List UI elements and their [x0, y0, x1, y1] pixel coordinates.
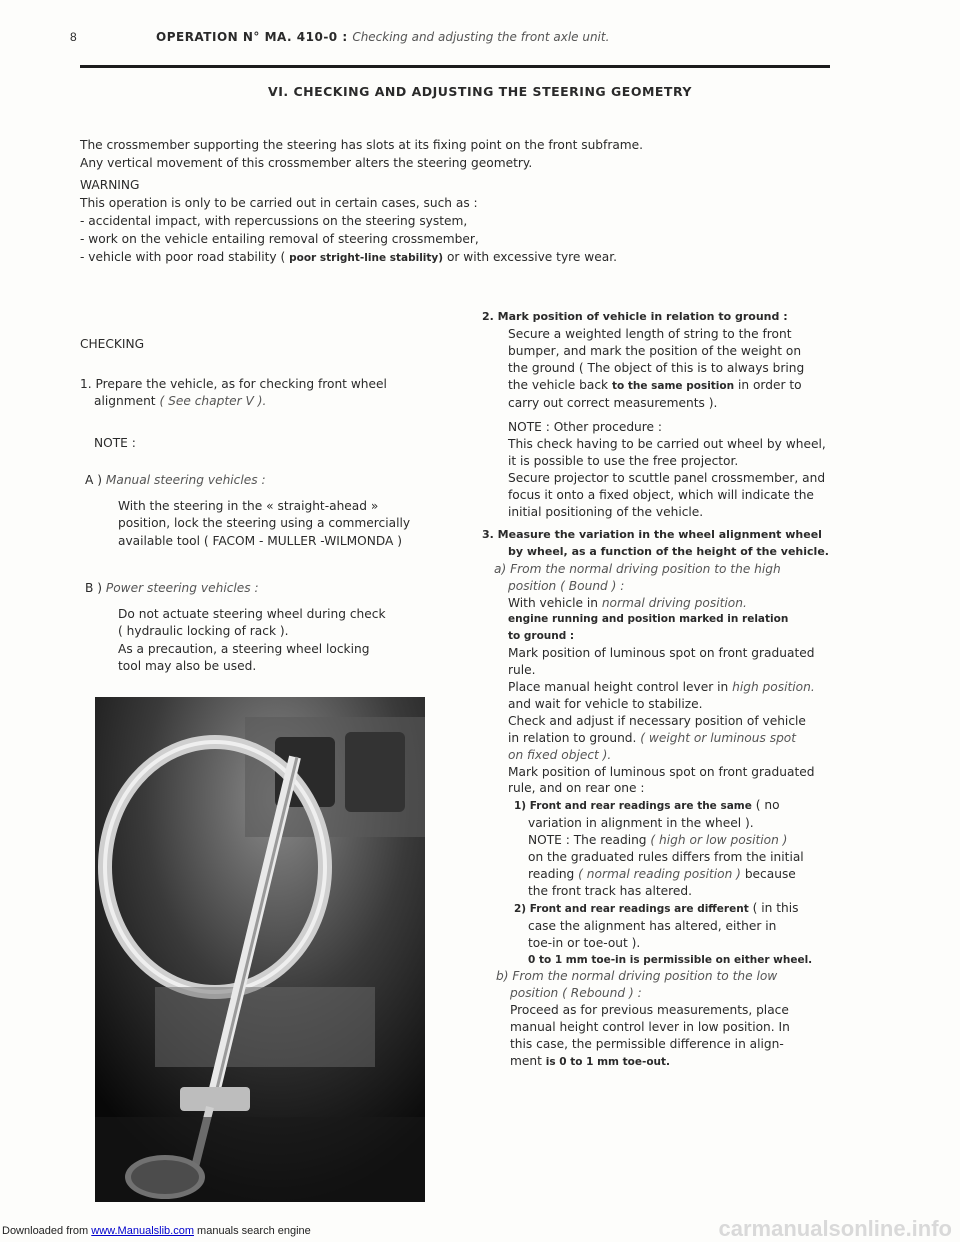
- section-title: VI. CHECKING AND ADJUSTING THE STEERING GEOMETRY: [268, 84, 692, 99]
- steering-lock-photo: [95, 697, 425, 1202]
- intro-line: Any vertical movement of this crossmember alters the steering geometry.: [80, 156, 533, 170]
- intro-line: - accidental impact, with repercussions on the steering system,: [80, 214, 468, 228]
- manualslib-link[interactable]: www.Manualslib.com: [91, 1225, 194, 1237]
- step-1: 1. Prepare the vehicle, as for checking front wheel: [80, 376, 387, 391]
- note-label: NOTE :: [94, 435, 136, 450]
- steering-lock-illustration: [95, 697, 425, 1202]
- page-number: 8: [70, 30, 77, 44]
- watermark: carmanualsonline.info: [718, 1216, 952, 1241]
- note-a-text: With the steering in the « straight-ahead » position, lock the steering using a commercially available tool ( FACOM - MULLER -WILMONDA ): [118, 498, 411, 548]
- operation-code: OPERATION N° MA. 410-0 :: [156, 30, 348, 44]
- warning-label: WARNING: [80, 178, 140, 192]
- step-2-text: Secure a weighted length of string to the front bumper, and mark the position of the weight on the ground ( The object of this is to always bring the vehicle back to the same position in order to carry out correct measurements ). NOTE : Other procedure : This check having to be carried out wheel by wheel, it is possible to use the free projector. Secure projector to scuttle panel crossmember, and focus it onto a fixed object, which will indicate the initial positioning of the vehicle.: [508, 326, 826, 519]
- download-footer: [0, 1216, 960, 1242]
- note-b: B ) Power steering vehicles :: [85, 581, 259, 595]
- substep-b: b) From the normal driving position to the low position ( Rebound ) : Proceed as for previous measurements, place manual height control lever in low position. In this case, the permissible difference in align- ment is 0 to 1 mm toe-out.: [496, 969, 790, 1068]
- intro-line: The crossmember supporting the steering has slots at its fixing point on the front subframe.: [80, 138, 644, 152]
- intro-line: - work on the vehicle entailing removal of steering crossmember,: [80, 232, 479, 246]
- header-rule: [80, 65, 830, 68]
- checking-heading: CHECKING: [80, 337, 145, 351]
- substep-a: a) From the normal driving position to the high position ( Bound ) : With vehicle in normal driving position. engine running and position marked in relation to ground : Mark position of luminous spot on front graduated rule. Place manual height control lever in high position. and wait for vehicle to stabilize. Check and adjust if necessary position of vehicle in relation to ground. ( weight or luminous spot on fixed object ). Mark position of luminous spot on front graduated rule, and on rear one : 1) Front and rear readings are the same ( no variation in alignment in the wheel ). NOTE : The reading ( high or low position ) on the graduated rules differs from the initial reading ( normal reading position ) because the front track has altered. 2) Front and rear readings are different ( in this case the alignment has altered, either in toe-in or toe-out ). 0 to 1 mm toe-in is permissible on either wheel.: [494, 561, 815, 966]
- procedure-section: [482, 309, 862, 1071]
- note-b-text: Do not actuate steering wheel during check ( hydraulic locking of rack ). As a precaution, a steering wheel locking tool may also be used.: [118, 606, 386, 673]
- footer-source: Downloaded from www.Manualslib.com manuals search engine: [2, 1225, 311, 1237]
- operation-title: [156, 30, 609, 44]
- operation-subtitle: Checking and adjusting the front axle unit.: [352, 30, 610, 44]
- note-a: A ) Manual steering vehicles :: [85, 473, 266, 487]
- intro-line: - vehicle with poor road stability ( poor stright-line stability) or with excessive tyre wear.: [80, 250, 617, 264]
- intro-line: This operation is only to be carried out in certain cases, such as :: [80, 196, 478, 210]
- checking-section: [80, 336, 460, 676]
- step-3-heading: 3. Measure the variation in the wheel alignment wheel by wheel, as a function of the height of the vehicle.: [482, 527, 829, 558]
- intro-text: [80, 136, 840, 267]
- step-1-cont: alignment ( See chapter V ).: [94, 394, 267, 408]
- step-2-heading: 2. Mark position of vehicle in relation to ground :: [482, 310, 788, 323]
